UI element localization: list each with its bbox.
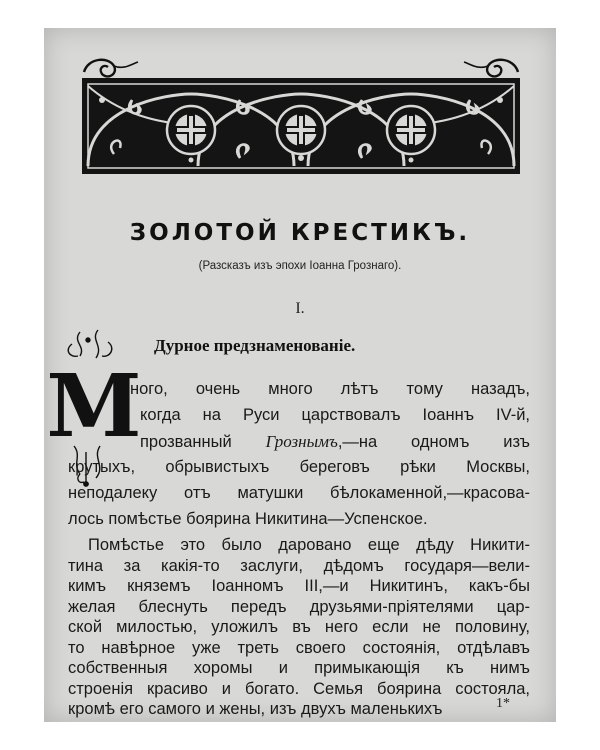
- book-page: [44, 28, 556, 722]
- right-scroll-ornament: [464, 60, 518, 77]
- story-subtitle: (Разсказъ изъ эпохи Іоанна Грознаго).: [198, 260, 402, 272]
- text-line: кромѣ его самого и жены, изъ двухъ маленькихъ: [68, 700, 443, 718]
- cross-medallion-left: [167, 106, 215, 154]
- story-title: ЗОЛОТОЙ КРЕСТИКЪ.: [129, 220, 471, 246]
- text-line: желая блеснуть передъ друзьями-пріятелями цар-: [68, 597, 530, 616]
- text-line: крутыхъ, обрывистыхъ береговъ рѣки Москвы,: [68, 458, 530, 476]
- text-segment: ,—на одномъ изъ: [337, 433, 530, 451]
- italic-name: Грознымъ: [265, 432, 338, 451]
- text-line: ской милостью, уложилъ въ него если не половину,: [68, 618, 530, 636]
- text-line: кимъ княземъ Іоанномъ III,—и Никитинъ, какъ-бы: [68, 577, 530, 595]
- text-line: лось помѣстье боярина Никитина—Успенское.: [68, 510, 428, 528]
- text-line: то навѣрное уже треть своего состоянія, отдѣлавъ: [68, 638, 530, 657]
- cross-medallion-right: [387, 106, 435, 154]
- text-line: собственныя хоромы и примыкающія къ нимъ: [68, 659, 530, 677]
- chapter-title: Дурное предзнаменованіе.: [154, 336, 356, 355]
- text-line: [140, 432, 530, 452]
- text-line: ного, очень много лѣтъ тому назадъ,: [130, 380, 530, 398]
- drop-cap-glyph: М: [46, 356, 142, 457]
- ornamental-banner: [80, 54, 522, 176]
- text-line: тина за какія-то заслуги, дѣдомъ государя—вели-: [68, 556, 530, 575]
- text-line: Помѣстье это было даровано еще дѣду Никити-: [88, 536, 530, 554]
- text-line: когда на Руси царствовалъ Іоаннъ IV-й,: [140, 406, 530, 424]
- text-line: неподалеку отъ матушки бѣлокаменной,—красова-: [68, 484, 530, 502]
- page-number: 1*: [496, 696, 510, 711]
- cross-medallion-center: [277, 106, 325, 154]
- chapter-number: I.: [295, 300, 305, 317]
- text-segment: прозванный: [140, 433, 266, 451]
- text-line: строенія красиво и богато. Семья боярина состояла,: [68, 679, 530, 698]
- left-scroll-ornament: [84, 60, 138, 77]
